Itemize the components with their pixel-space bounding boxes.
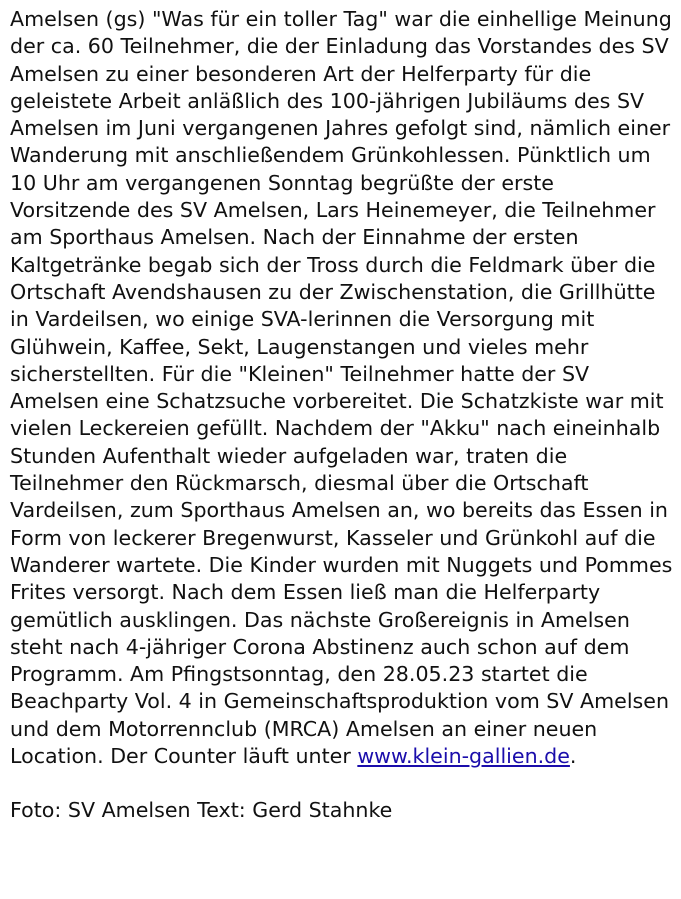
article (10, 6, 676, 825)
article-body-text: Amelsen (gs) "Was für ein toller Tag" war die einhellige Meinung der ca. 60 Teilnehmer, die der Einladung das Vorstandes des SV Amelsen zu einer besonderen Art der Helferparty für die geleistete Arbeit anläßlich des 100-jährigen Jubiläums des SV Amelsen im Juni vergangenen Jahres gefolgt sind, nämlich einer Wanderung mit anschließendem Grünkohlessen. Pünktlich um 10 Uhr am vergangenen Sonntag begrüßte der erste Vorsitzende des SV Amelsen, Lars Heinemeyer, die Teilnehmer am Sporthaus Amelsen. Nach der Einnahme der ersten Kaltgetränke begab sich der Tross durch die Feldmark über die Ortschaft Avendshausen zu der Zwischenstation, die Grillhütte in Vardeilsen, wo einige SVA-lerinnen die Versorgung mit Glühwein, Kaffee, Sekt, Laugenstangen und vieles mehr sicherstellten. Für die "Kleinen" Teilnehmer hatte der SV Amelsen eine Schatzsuche vorbereitet. Die Schatzkiste war mit vielen Leckereien gefüllt. Nachdem der "Akku" nach eineinhalb Stunden Aufenthalt wieder aufgeladen war, traten die Teilnehmer den Rückmarsch, diesmal über die Ortschaft Vardeilsen, zum Sporthaus Amelsen an, wo bereits das Essen in Form von leckerer Bregenwurst, Kasseler und Grünkohl auf die Wanderer wartete. Die Kinder wurden mit Nuggets und Pommes Frites versorgt. Nach dem Essen ließ man die Helferparty gemütlich ausklingen. Das nächste Großereignis in Amelsen steht nach 4-jähriger Corona Abstinenz auch schon auf dem Programm. Am Pfingstsonntag, den 28.05.23 startet die Beachparty Vol. 4 in Gemeinschaftsproduktion vom SV Amelsen und dem Motorrennclub (MRCA) Amelsen an einer neuen Location. Der Counter läuft unter (10, 7, 673, 769)
article-body (10, 6, 676, 770)
website-link[interactable]: www.klein-gallien.de (357, 744, 570, 769)
photo-text-credit: Foto: SV Amelsen Text: Gerd Stahnke (10, 798, 393, 823)
article-body-end: . (569, 744, 577, 769)
